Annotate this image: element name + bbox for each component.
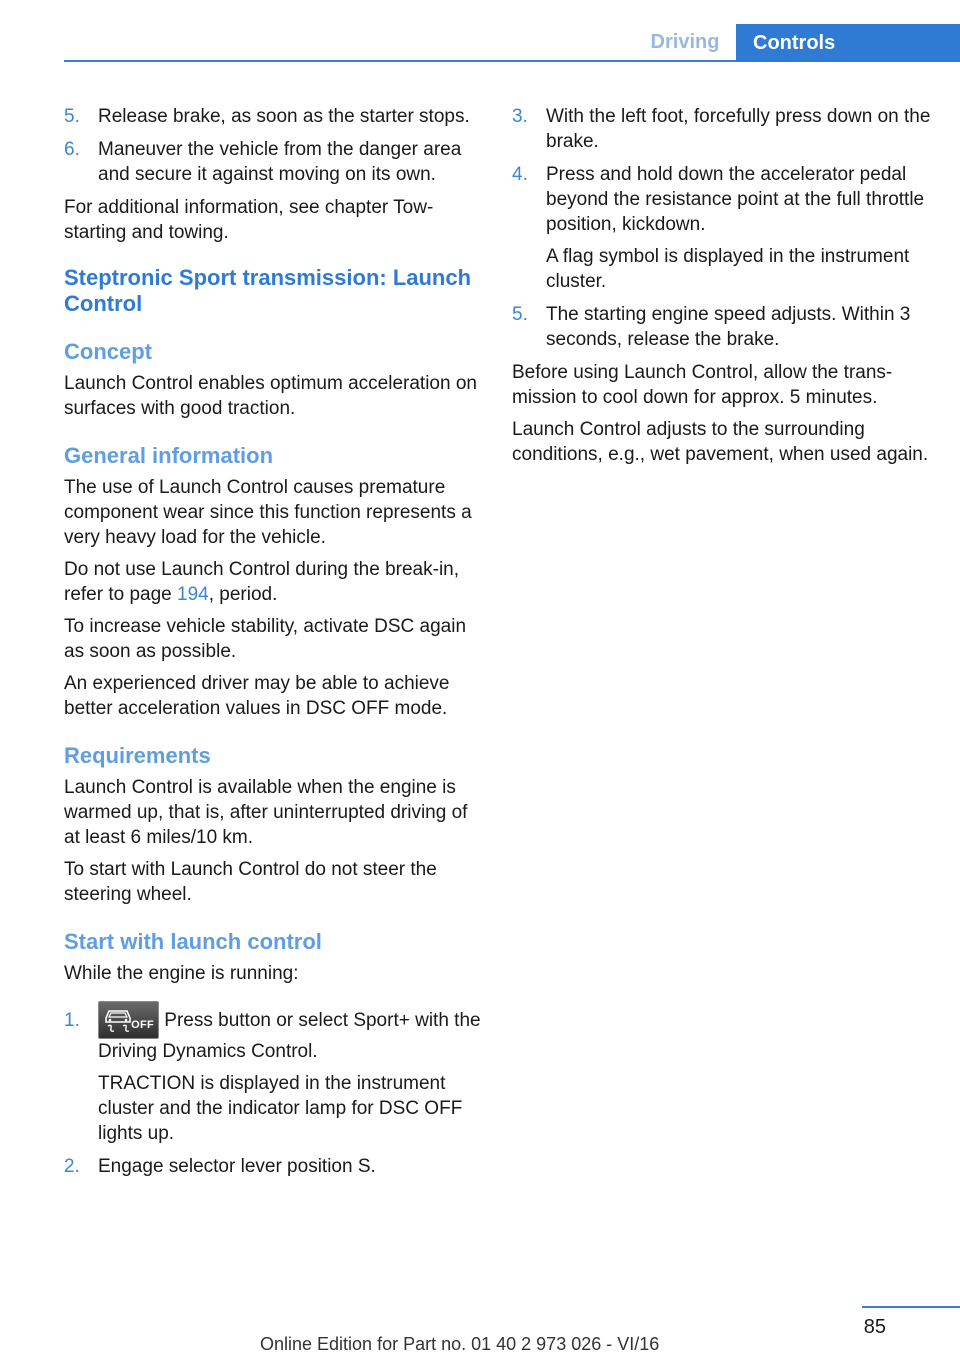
list-text: Maneuver the vehicle from the danger area and secure it against moving on its own. bbox=[98, 139, 462, 185]
paragraph-text: , period. bbox=[208, 584, 278, 605]
list-number: 5. bbox=[512, 304, 528, 325]
right-column bbox=[512, 104, 932, 474]
footer-rule bbox=[862, 1306, 960, 1308]
list-text: With the left foot, forcefully press down on the brake. bbox=[546, 106, 931, 152]
page-reference-link[interactable]: 194 bbox=[177, 584, 209, 605]
list-item bbox=[64, 1008, 484, 1146]
list-item bbox=[512, 162, 932, 294]
list-subtext: A flag symbol is displayed in the instrument cluster. bbox=[546, 246, 910, 292]
list-item bbox=[64, 137, 484, 187]
list-text: Press button or select Sport+ with the Driving Dynamics Control. bbox=[98, 1010, 481, 1062]
list-subtext: TRACTION is displayed in the instrument cluster and the indicator lamp for DSC OFF lights up. bbox=[98, 1073, 463, 1144]
list-item bbox=[512, 104, 932, 154]
page-number: 85 bbox=[863, 1316, 886, 1338]
paragraph: Before using Launch Control, allow the transmission to cool down for approx. 5 minutes. bbox=[512, 362, 893, 408]
list-text: Press and hold down the accelerator pedal beyond the resistance point at the full throttle position, kickdown. bbox=[546, 164, 925, 235]
paragraph-text: Do not use Launch Control during the break-in, refer to page bbox=[64, 559, 460, 605]
skidding-car-icon bbox=[103, 1007, 133, 1035]
section-tab-controls[interactable]: Controls bbox=[736, 24, 960, 62]
list-number: 3. bbox=[512, 106, 528, 127]
paragraph: To increase vehicle stability, activate DSC again as soon as possible. bbox=[64, 616, 467, 662]
list-number: 6. bbox=[64, 139, 80, 160]
list-item bbox=[64, 1154, 484, 1179]
list-number: 2. bbox=[64, 1156, 80, 1177]
paragraph: Launch Control is available when the engine is warmed up, that is, after uninterrupted driving of at least 6 miles/10 km. bbox=[64, 777, 468, 848]
dsc-off-label: OFF bbox=[131, 1019, 154, 1031]
list-text: Release brake, as soon as the starter stops. bbox=[98, 106, 470, 127]
paragraph: While the engine is running: bbox=[64, 963, 299, 984]
edition-note: Online Edition for Part no. 01 40 2 973 026 - VI/16 bbox=[260, 1334, 660, 1354]
paragraph: An experienced driver may be able to achieve better acceleration values in DSC OFF mode. bbox=[64, 673, 450, 719]
subheading-start-with-launch-control: Start with launch control bbox=[64, 929, 322, 954]
list-number: 1. bbox=[64, 1010, 80, 1031]
list-text: The starting engine speed adjusts. Within 3 seconds, release the brake. bbox=[546, 304, 911, 350]
paragraph: Launch Control enables optimum acceleration on surfaces with good traction. bbox=[64, 373, 477, 419]
paragraph bbox=[64, 557, 484, 607]
subheading-concept: Concept bbox=[64, 339, 152, 364]
list-item bbox=[64, 104, 484, 129]
subheading-general-information: General information bbox=[64, 443, 274, 468]
paragraph: For additional information, see chapter Tow-starting and towing. bbox=[64, 197, 434, 243]
subheading-requirements: Requirements bbox=[64, 743, 211, 768]
paragraph: To start with Launch Control do not steer the steering wheel. bbox=[64, 859, 437, 905]
left-column bbox=[64, 104, 484, 1187]
section-tab-driving[interactable]: Driving bbox=[650, 30, 720, 53]
list-number: 4. bbox=[512, 164, 528, 185]
dsc-off-button-icon bbox=[98, 1001, 159, 1039]
paragraph: Launch Control adjusts to the surrounding conditions, e.g., wet pavement, when used again. bbox=[512, 419, 929, 465]
paragraph: The use of Launch Control causes premature component wear since this function represents a very heavy load for the vehicle. bbox=[64, 477, 472, 548]
section-heading: Steptronic Sport transmission: Launch Control bbox=[64, 265, 472, 316]
list-text: Engage selector lever position S. bbox=[98, 1156, 376, 1177]
list-number: 5. bbox=[64, 106, 80, 127]
list-item bbox=[512, 302, 932, 352]
